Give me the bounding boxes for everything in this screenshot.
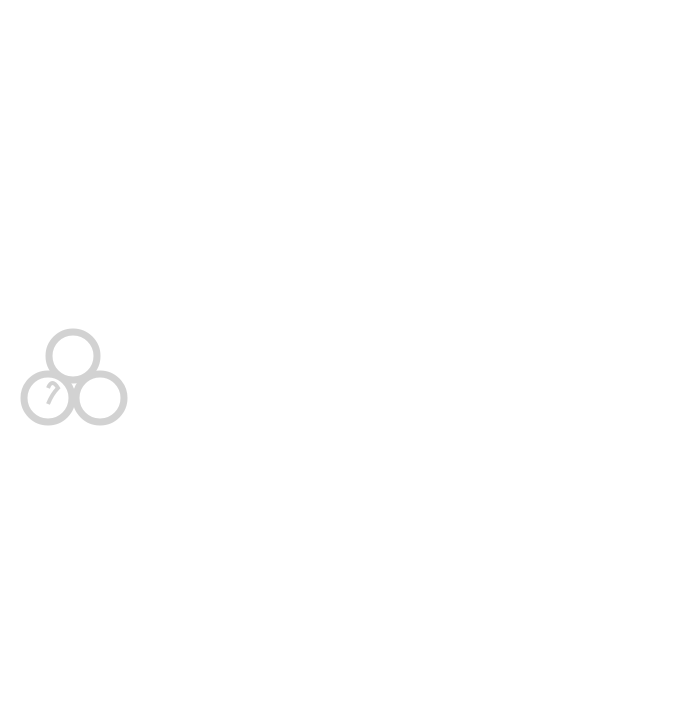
- footer-strip: [0, 700, 697, 715]
- mississippi-deq-watermark: [18, 318, 133, 478]
- deq-logo-icon: [18, 318, 133, 438]
